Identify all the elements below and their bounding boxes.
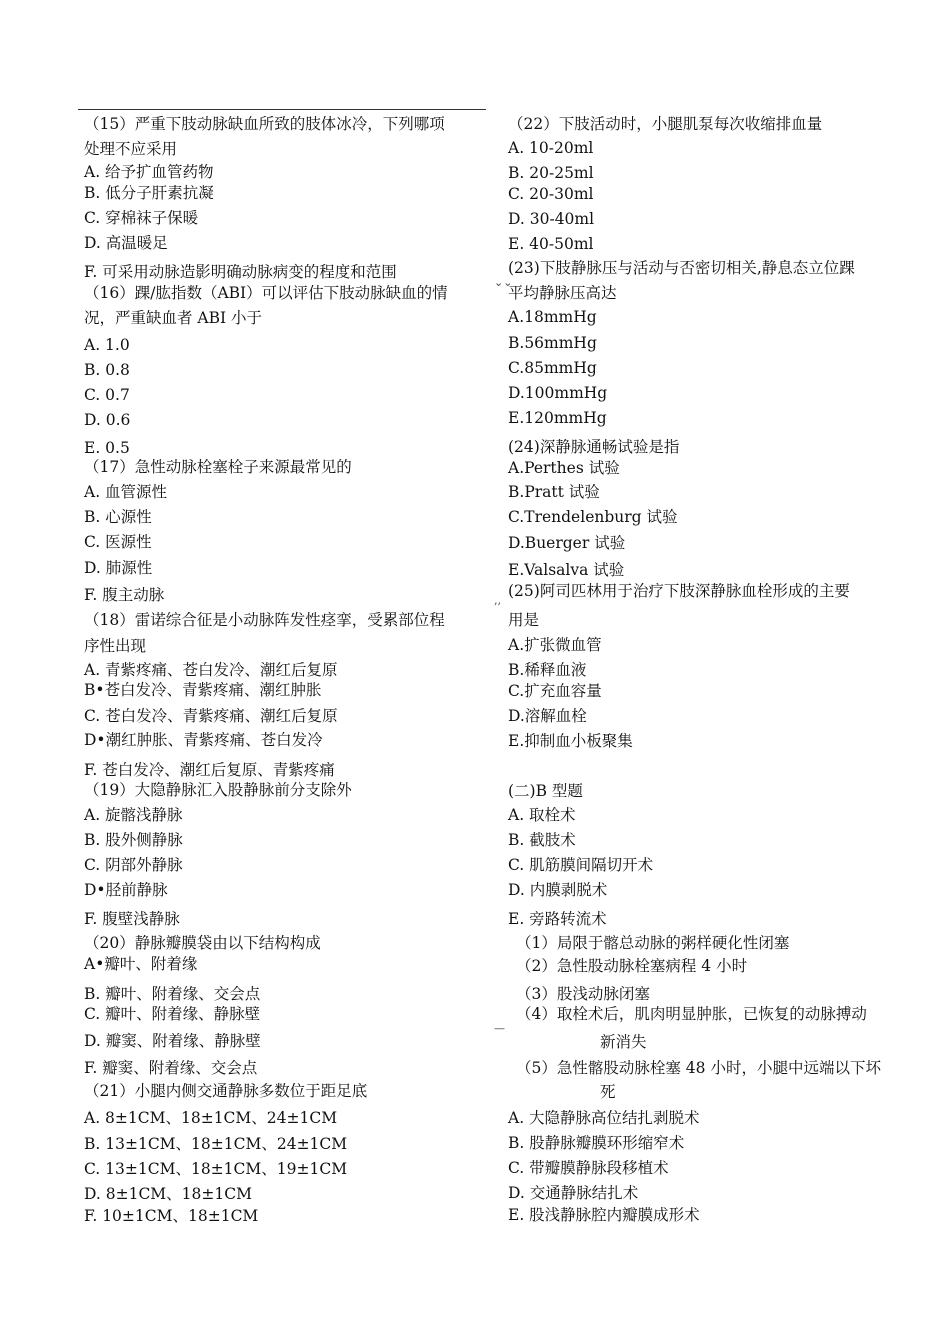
option-d: D. 高温暖足 [84,234,168,252]
b-question-2: （2）急性股动脉栓塞病程 4 小时 [516,957,748,975]
b-question-5-line-1: （5）急性髂股动脉栓塞 48 小时，小腿中远端以下坏 [516,1059,881,1077]
option-d: D. 0.6 [84,411,131,429]
option-e: E. 旁路转流术 [508,910,607,928]
option-c: C. 0.7 [84,386,130,404]
option-c: C. 苍白发冷、青紫疼痛、潮红后复原 [84,707,338,725]
option-f: F. 10±1CM、18±1CM [84,1207,259,1225]
question-18-line-1: （18）雷诺综合征是小动脉阵发性痉挛，受累部位程 [84,611,445,629]
question-17: （17）急性动脉栓塞栓子来源最常见的 [84,458,352,476]
option-b: B. 股外侧静脉 [84,831,183,849]
option-c: C.Trendelenburg 试验 [508,508,678,526]
question-16-line-1: （16）踝/肱指数（ABI）可以评估下肢动脉缺血的情 [84,284,448,302]
question-15-line-1: （15）严重下肢动脉缺血所致的肢体冰冷，下列哪项 [84,115,445,133]
question-25-line-2: 用是 [508,611,540,629]
option-a: A. 青紫疼痛、苍白发冷、潮红后复原 [84,661,338,679]
option-c: C. 穿棉袜子保暖 [84,209,199,227]
option-a: A.Perthes 试验 [508,459,620,477]
option-c: C. 阴部外静脉 [84,856,183,874]
option-d: D.溶解血栓 [508,707,587,725]
question-16-line-2: 况，严重缺血者 ABI 小于 [84,309,263,327]
option-a: A. 旋髂浅静脉 [84,806,183,824]
option-a: A. 给予扩血管药物 [84,163,214,181]
option-f: F. 瓣窦、附着缘、交会点 [84,1059,258,1077]
option-b: B.稀释血液 [508,661,587,679]
b-question-3: （3）股浅动脉闭塞 [516,985,650,1003]
option-e: E.Valsalva 试验 [508,561,625,579]
option-a: A•瓣叶、附着缘 [84,955,198,973]
option-a: A. 取栓术 [508,806,576,824]
option-d: D.Buerger 试验 [508,534,626,552]
option-c: C. 20-30ml [508,185,594,203]
option-a: A. 10-20ml [508,139,594,157]
option-c: C. 13±1CM、18±1CM、19±1CM [84,1160,348,1178]
question-19: （19）大隐静脉汇入股静脉前分支除外 [84,781,352,799]
option-c: C. 带瓣膜静脉段移植术 [508,1159,669,1177]
option-d: D. 8±1CM、18±1CM [84,1185,252,1203]
section-b-heading: (二)B 型题 [508,782,583,800]
question-21: （21）小腿内侧交通静脉多数位于距足底 [84,1082,368,1100]
option-f: F. 腹壁浅静脉 [84,910,180,928]
scan-artifact: ‚‚ [494,594,501,607]
option-c: C. 肌筋膜间隔切开术 [508,856,654,874]
question-18-line-2: 序性出现 [84,637,147,655]
option-f: F. 可采用动脉造影明确动脉病变的程度和范围 [84,263,397,281]
option-d: D. 交通静脉结扎术 [508,1184,639,1202]
option-b: B. 0.8 [84,361,130,379]
b-question-4-line-1: （4）取栓术后，肌肉明显肿胀，已恢复的动脉搏动 [516,1005,867,1023]
b-question-4-line-2: 新消失 [600,1033,647,1051]
option-b: B. 截肢术 [508,831,576,849]
question-24: (24)深静脉通畅试验是指 [508,438,680,456]
option-b: B•苍白发冷、青紫疼痛、潮红肿胀 [84,681,322,699]
option-c: C.85mmHg [508,359,597,377]
option-b: B.Pratt 试验 [508,483,600,501]
question-23-line-1: (23)下肢静脉压与活动与否密切相关,静息态立位踝 [508,259,855,277]
question-25-line-1: (25)阿司匹林用于治疗下肢深静脉血栓形成的主要 [508,582,850,600]
b-question-5-line-2: 死 [600,1083,616,1101]
header-rule [78,109,486,110]
option-d: D. 30-40ml [508,210,595,228]
option-e: E. 0.5 [84,439,130,457]
option-b: B. 低分子肝素抗凝 [84,184,214,202]
option-d: D. 内膜剥脱术 [508,881,608,899]
option-c: C. 医源性 [84,533,152,551]
option-d: D•潮红肿胀、青紫疼痛、苍白发冷 [84,731,323,749]
option-f: F. 腹主动脉 [84,586,165,604]
option-d: D. 瓣窦、附着缘、静脉壁 [84,1032,261,1050]
option-b: B. 股静脉瓣膜环形缩窄术 [508,1134,685,1152]
option-c: C.扩充血容量 [508,682,602,700]
option-e: E.抑制血小板聚集 [508,732,633,750]
option-b: B. 20-25ml [508,164,594,182]
question-20: （20）静脉瓣膜袋由以下结构构成 [84,934,321,952]
option-a: A. 血管源性 [84,483,168,501]
b-question-1: （1）局限于髂总动脉的粥样硬化性闭塞 [516,934,790,952]
option-e: E. 40-50ml [508,235,594,253]
option-b: B. 心源性 [84,508,152,526]
option-b: B. 13±1CM、18±1CM、24±1CM [84,1135,348,1153]
question-22: （22）下肢活动时，小腿肌泵每次收缩排血量 [508,115,823,133]
scan-artifact: — [494,1022,505,1035]
option-c: C. 瓣叶、附着缘、静脉壁 [84,1005,261,1023]
option-a: A. 1.0 [84,336,130,354]
option-a: A.18mmHg [508,308,597,326]
option-b: B. 瓣叶、附着缘、交会点 [84,985,261,1003]
option-f: F. 苍白发冷、潮红后复原、青紫疼痛 [84,761,335,779]
option-b: B.56mmHg [508,334,597,352]
question-15-line-2: 处理不应采用 [84,140,178,158]
option-a: A.扩张微血管 [508,636,602,654]
option-d: D•胫前静脉 [84,881,168,899]
option-d: D. 肺源性 [84,559,153,577]
option-a: A. 8±1CM、18±1CM、24±1CM [84,1109,338,1127]
scan-artifact: ⌄⌄ [494,276,513,289]
option-e: E. 股浅静脉腔内瓣膜成形术 [508,1206,700,1224]
question-23-line-2: 平均静脉压高达 [508,284,617,302]
option-a: A. 大隐静脉高位结扎剥脱术 [508,1109,700,1127]
option-d: D.100mmHg [508,384,608,402]
option-e: E.120mmHg [508,409,607,427]
